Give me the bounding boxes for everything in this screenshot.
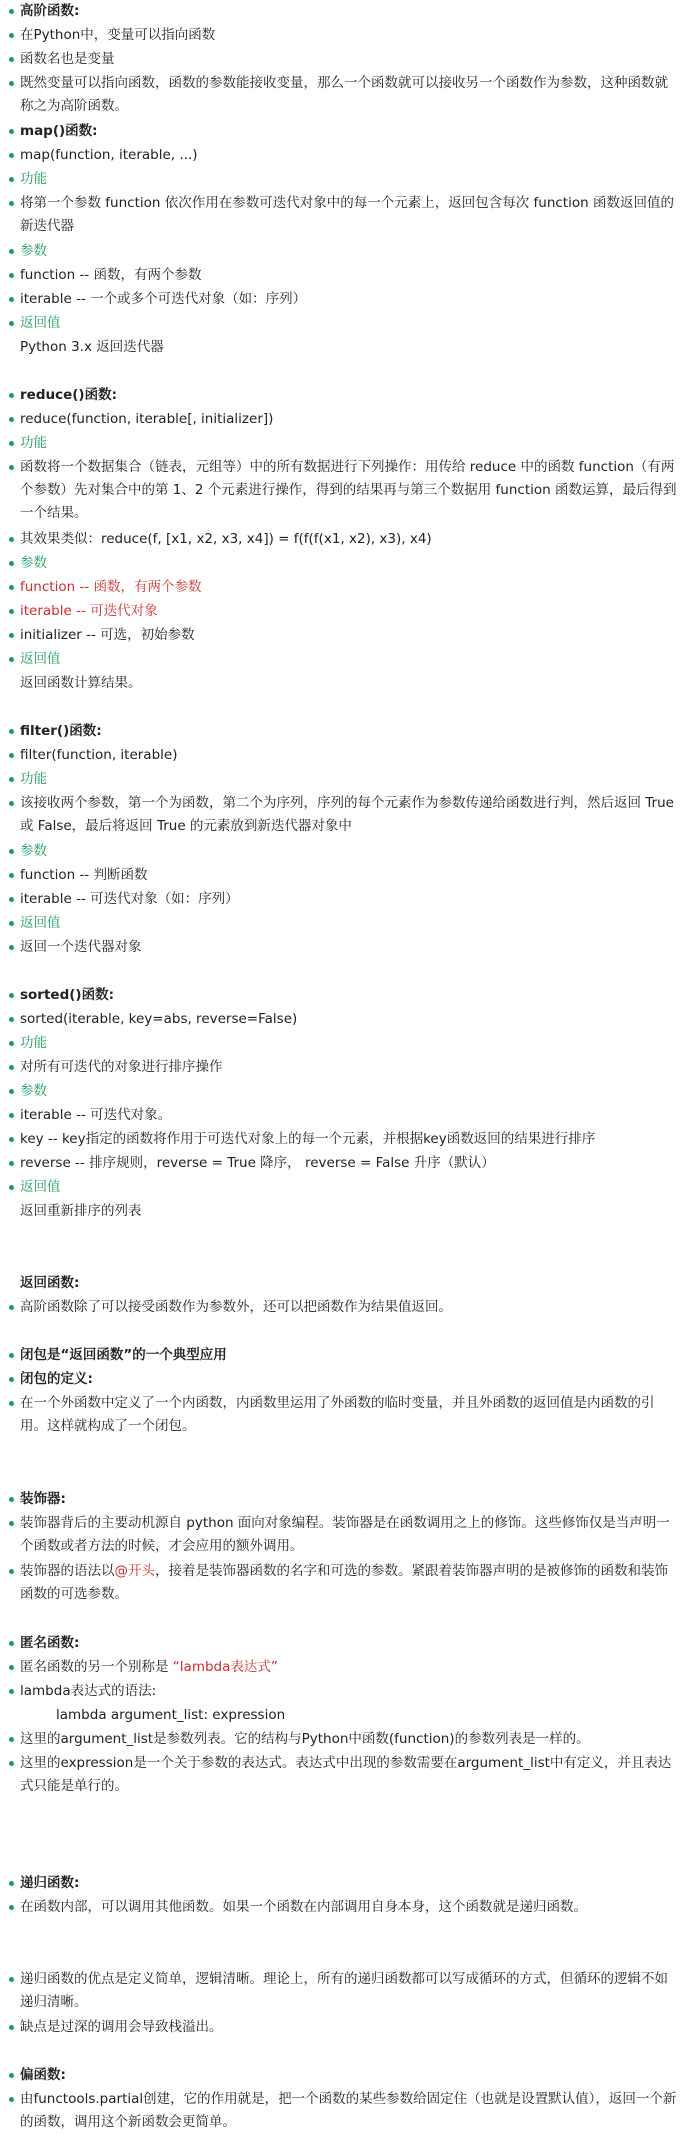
list-item: 由functools.partial创建，它的作用就是，把一个函数的某些参数给固定住（也就是设置默认值），返回一个新的函数，调用这个新函数会更简单。 — [6, 2088, 678, 2134]
list-item: iterable -- 可迭代对象（如：序列） — [6, 888, 678, 911]
section-heading: reduce()函数: — [6, 384, 678, 407]
section-heading: map()函数: — [6, 120, 678, 143]
list-item: iterable -- 可迭代对象。 — [6, 1104, 678, 1127]
list-item: 这里的expression是一个关于参数的表达式。表达式中出现的参数需要在argument_list中有定义，并且表达式只能是单行的。 — [6, 1752, 678, 1798]
list-item: 返回值 — [6, 648, 678, 671]
list-item: 功能 — [6, 168, 678, 191]
section-heading: 匿名函数: — [6, 1632, 678, 1655]
list-item: 参数 — [6, 240, 678, 263]
list-item: 这里的argument_list是参数列表。它的结构与Python中函数(function)的参数列表是一样的。 — [6, 1728, 678, 1751]
list-item: function -- 函数，有两个参数 — [6, 264, 678, 287]
section-heading: 高阶函数: — [6, 0, 678, 23]
section-heading: 偏函数: — [6, 2064, 678, 2087]
list-item: iterable -- 一个或多个可迭代对象（如：序列） — [6, 288, 678, 311]
section-heading: 返回函数: — [20, 1275, 80, 1291]
list-item: 功能 — [6, 1032, 678, 1055]
list-item: reduce(function, iterable[, initializer]) — [6, 408, 678, 431]
list-item: 将第一个参数 function 依次作用在参数可迭代对象中的每一个元素上，返回包含每次 function 函数返回值的新迭代器 — [6, 192, 678, 238]
section-heading: sorted()函数: — [6, 984, 678, 1007]
list-item: 功能 — [6, 432, 678, 455]
list-item: 函数将一个数据集合（链表，元组等）中的所有数据进行下列操作：用传给 reduce 中的函数 function（有两个参数）先对集合中的第 1、2 个元素进行操作，得到的结果再与第三个数据用 function 函数运算，最后得到一个结果。 — [6, 456, 678, 525]
list-item: initializer -- 可选，初始参数 — [6, 624, 678, 647]
section-heading: 递归函数: — [6, 1872, 678, 1895]
list-item: 返回值 — [6, 1176, 678, 1199]
list-item: 该接收两个参数，第一个为函数，第二个为序列，序列的每个元素作为参数传递给函数进行判，然后返回 True 或 False，最后将返回 True 的元素放到新迭代器对象中 — [6, 792, 678, 838]
list-item: reverse -- 排序规则，reverse = True 降序， reverse = False 升序（默认） — [6, 1152, 678, 1175]
list-item: 在一个外函数中定义了一个内函数，内函数里运用了外函数的临时变量，并且外函数的返回值是内函数的引用。这样就构成了一个闭包。 — [6, 1392, 678, 1438]
list-item: 装饰器的语法以@开头，接着是装饰器函数的名字和可选的参数。紧跟着装饰器声明的是被修饰的函数和装饰函数的可选参数。 — [6, 1560, 678, 1606]
list-item: 既然变量可以指向函数，函数的参数能接收变量，那么一个函数就可以接收另一个函数作为参数，这种函数就称之为高阶函数。 — [6, 72, 678, 118]
highlight-text: “lambda表达式” — [172, 1659, 278, 1675]
list-item: 返回值 — [6, 912, 678, 935]
list-item: map(function, iterable, ...) — [6, 144, 678, 167]
text-line: lambda argument_list: expression — [56, 1707, 286, 1723]
list-item: filter(function, iterable) — [6, 744, 678, 767]
list-item: 匿名函数的另一个别称是 “lambda表达式” — [6, 1656, 678, 1679]
highlight-text: @开头 — [114, 1563, 155, 1579]
section-heading: 闭包的定义: — [6, 1368, 678, 1391]
list-item: iterable -- 可迭代对象 — [6, 600, 678, 623]
list-item: 装饰器背后的主要动机源自 python 面向对象编程。装饰器是在函数调用之上的修饰。这些修饰仅是当声明一个函数或者方法的时候，才会应用的额外调用。 — [6, 1512, 678, 1558]
section-heading: 闭包是“返回函数”的一个典型应用 — [6, 1344, 678, 1367]
list-item: 函数名也是变量 — [6, 48, 678, 71]
list-item: 其效果类似：reduce(f, [x1, x2, x3, x4]) = f(f(f(x1, x2), x3), x4) — [6, 528, 678, 551]
list-item: sorted(iterable, key=abs, reverse=False) — [6, 1008, 678, 1031]
section-heading: 装饰器: — [6, 1488, 678, 1511]
text-line: 返回重新排序的列表 — [20, 1203, 142, 1219]
list-item: 功能 — [6, 768, 678, 791]
list-item: 在Python中，变量可以指向函数 — [6, 24, 678, 47]
list-item: 在函数内部，可以调用其他函数。如果一个函数在内部调用自身本身，这个函数就是递归函数。 — [6, 1896, 678, 1919]
list-item: 递归函数的优点是定义简单，逻辑清晰。理论上，所有的递归函数都可以写成循环的方式，但循环的逻辑不如递归清晰。 — [6, 1968, 678, 2014]
text-line: Python 3.x 返回迭代器 — [20, 339, 164, 355]
list-item: 参数 — [6, 1080, 678, 1103]
list-item: 参数 — [6, 840, 678, 863]
list-item: 参数 — [6, 552, 678, 575]
list-item: 缺点是过深的调用会导致栈溢出。 — [6, 2016, 678, 2039]
list-item: 高阶函数除了可以接受函数作为参数外，还可以把函数作为结果值返回。 — [6, 1296, 678, 1319]
list-item: function -- 判断函数 — [6, 864, 678, 887]
list-item: function -- 函数，有两个参数 — [6, 576, 678, 599]
list-item: 对所有可迭代的对象进行排序操作 — [6, 1056, 678, 1079]
text-line: 返回函数计算结果。 — [20, 675, 142, 691]
list-item: lambda表达式的语法: — [6, 1680, 678, 1703]
list-item: key -- key指定的函数将作用于可迭代对象上的每一个元素，并根据key函数返回的结果进行排序 — [6, 1128, 678, 1151]
list-item: 返回一个迭代器对象 — [6, 936, 678, 959]
section-heading: filter()函数: — [6, 720, 678, 743]
list-item: 返回值 — [6, 312, 678, 335]
